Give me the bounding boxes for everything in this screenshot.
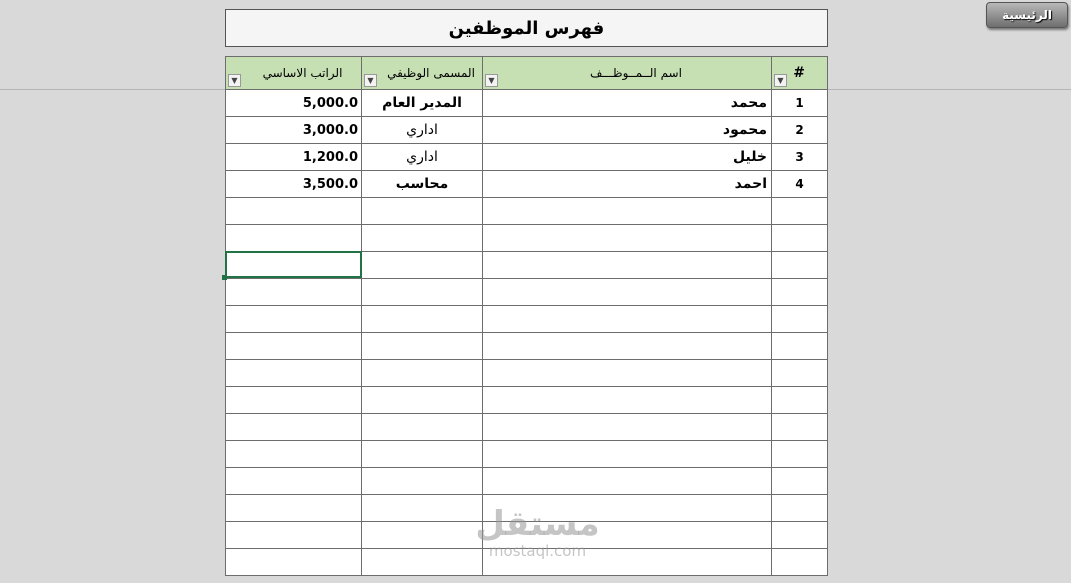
cell-job[interactable] [362,441,483,468]
cell-job[interactable]: اداري [362,117,483,144]
table-row [225,225,828,252]
table-row [225,333,828,360]
cell-name[interactable] [483,252,772,279]
cell-num[interactable] [772,360,828,387]
cell-name[interactable] [483,495,772,522]
cell-job[interactable] [362,495,483,522]
cell-salary[interactable] [225,414,362,441]
header-salary [225,56,362,90]
cell-num[interactable] [772,198,828,225]
cell-salary[interactable]: 3,000.0 [225,117,362,144]
cell-salary[interactable] [225,252,362,279]
watermark-latin: mostaql.com [488,542,587,560]
cell-num[interactable] [772,468,828,495]
filter-dropdown-icon[interactable]: ▼ [485,74,498,87]
cell-salary[interactable] [225,306,362,333]
cell-job[interactable] [362,468,483,495]
header-job [362,56,483,90]
cell-job[interactable] [362,333,483,360]
employee-table [225,56,828,576]
cell-name[interactable]: محمود [483,117,772,144]
page-title: فهرس الموظفين [225,9,828,47]
cell-job[interactable] [362,225,483,252]
cell-salary[interactable]: 5,000.0 [225,90,362,117]
cell-name[interactable] [483,360,772,387]
cell-num[interactable]: 4 [772,171,828,198]
cell-num[interactable]: 3 [772,144,828,171]
cell-num[interactable]: 2 [772,117,828,144]
cell-salary[interactable]: 3,500.0 [225,171,362,198]
cell-job[interactable]: اداري [362,144,483,171]
table-row [225,90,828,117]
table-row [225,495,828,522]
filter-dropdown-icon[interactable]: ▼ [364,74,377,87]
cell-name[interactable]: احمد [483,171,772,198]
table-row [225,252,828,279]
header-job-label: المسمى الوظيفي [387,66,475,80]
home-button[interactable]: الرئيسية [986,2,1068,28]
table-row [225,549,828,576]
cell-salary[interactable] [225,333,362,360]
table-row [225,171,828,198]
table-row [225,198,828,225]
cell-job[interactable] [362,252,483,279]
cell-num[interactable] [772,252,828,279]
cell-job[interactable] [362,549,483,576]
header-num-label: # [793,65,805,81]
cell-num[interactable] [772,333,828,360]
cell-name[interactable]: خليل [483,144,772,171]
cell-name[interactable] [483,198,772,225]
cell-job[interactable] [362,414,483,441]
table-row [225,279,828,306]
cell-name[interactable] [483,414,772,441]
cell-salary[interactable] [225,495,362,522]
cell-name[interactable] [483,306,772,333]
cell-job[interactable] [362,306,483,333]
cell-job[interactable] [362,360,483,387]
fill-handle[interactable] [222,275,227,280]
cell-salary[interactable] [225,522,362,549]
cell-salary[interactable] [225,549,362,576]
table-body [225,90,828,576]
cell-num[interactable] [772,522,828,549]
filter-dropdown-icon[interactable]: ▼ [228,74,241,87]
cell-num[interactable] [772,279,828,306]
cell-name[interactable] [483,279,772,306]
cell-job[interactable] [362,522,483,549]
table-header-row [225,56,828,90]
table-row [225,387,828,414]
cell-name[interactable] [483,468,772,495]
cell-name[interactable] [483,387,772,414]
cell-num[interactable] [772,225,828,252]
watermark-arabic: مستقل [475,504,600,544]
cell-job[interactable] [362,198,483,225]
header-salary-label: الراتب الاساسي [262,66,343,80]
cell-salary[interactable] [225,468,362,495]
cell-salary[interactable] [225,279,362,306]
table-row [225,414,828,441]
cell-num[interactable] [772,549,828,576]
cell-job[interactable]: محاسب [362,171,483,198]
cell-name[interactable] [483,225,772,252]
cell-job[interactable]: المدير العام [362,90,483,117]
table-row [225,117,828,144]
filter-dropdown-icon[interactable]: ▼ [774,74,787,87]
table-row [225,306,828,333]
cell-name[interactable] [483,441,772,468]
cell-name[interactable] [483,522,772,549]
table-row [225,468,828,495]
cell-num[interactable]: 1 [772,90,828,117]
cell-salary[interactable] [225,225,362,252]
cell-name[interactable] [483,333,772,360]
cell-salary[interactable] [225,387,362,414]
table-row [225,360,828,387]
cell-salary[interactable] [225,441,362,468]
cell-num[interactable] [772,387,828,414]
cell-name[interactable] [483,549,772,576]
cell-job[interactable] [362,387,483,414]
header-name-label: اسم الــمــوظـــف [590,66,682,80]
table-row [225,441,828,468]
cell-job[interactable] [362,279,483,306]
table-row [225,522,828,549]
cell-num[interactable] [772,414,828,441]
cell-salary[interactable]: 1,200.0 [225,144,362,171]
cell-num[interactable] [772,306,828,333]
header-name [483,56,772,90]
cell-salary[interactable] [225,198,362,225]
cell-name[interactable]: محمد [483,90,772,117]
header-num [772,56,828,90]
cell-num[interactable] [772,495,828,522]
cell-salary[interactable] [225,360,362,387]
cell-num[interactable] [772,441,828,468]
table-row [225,144,828,171]
